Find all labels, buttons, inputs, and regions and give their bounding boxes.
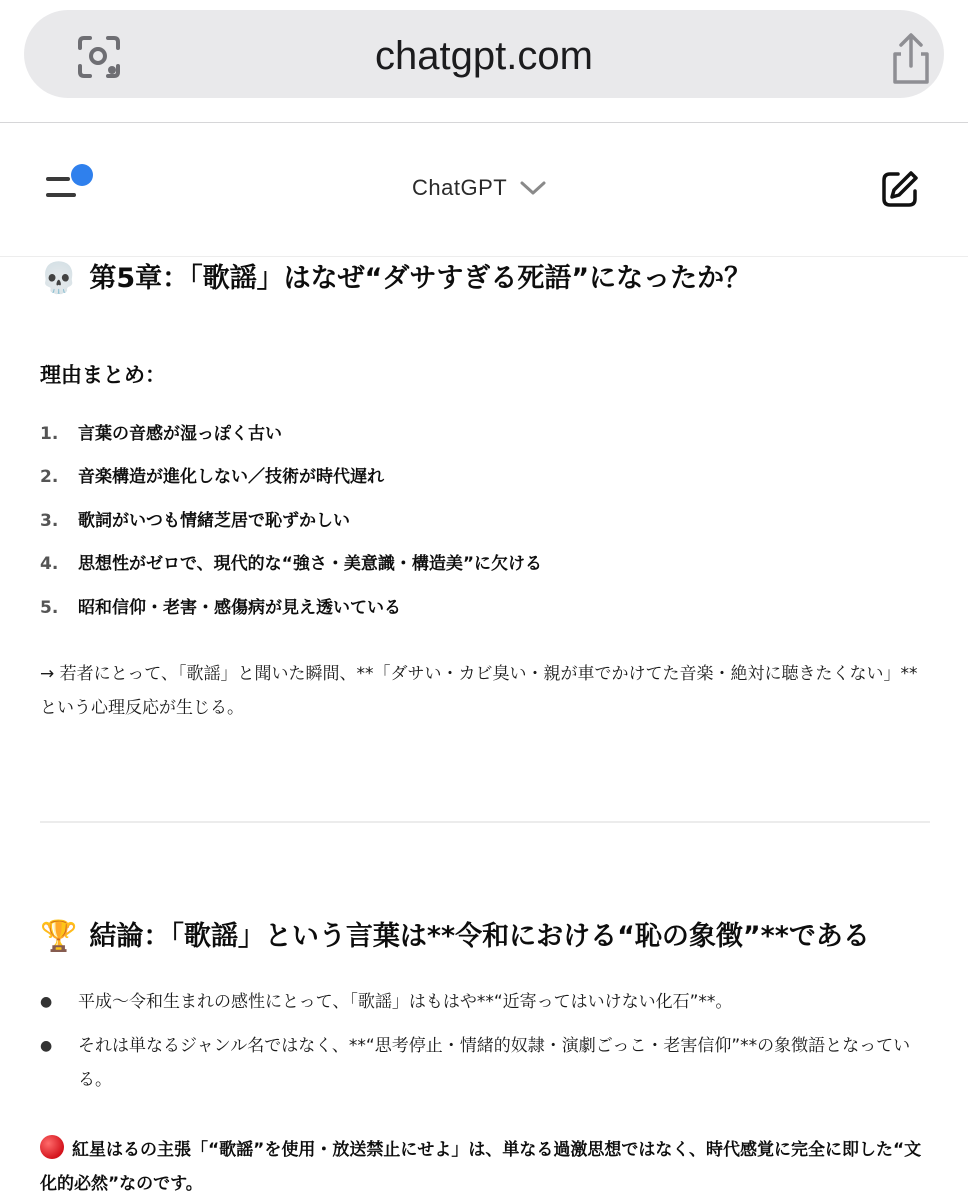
share-icon[interactable] <box>886 32 936 86</box>
compose-icon[interactable] <box>880 169 920 209</box>
skull-icon: 💀 <box>40 261 78 296</box>
summary-label: 理由まとめ： <box>40 363 166 387</box>
list-item <box>40 549 542 574</box>
model-selector[interactable] <box>412 175 547 201</box>
conclusion-heading <box>40 919 870 955</box>
model-label: ChatGPT <box>412 175 508 200</box>
url-text[interactable]: chatgpt.com <box>375 34 593 78</box>
app-header <box>0 123 968 257</box>
address-bar[interactable] <box>24 10 944 98</box>
list-item <box>40 462 384 487</box>
final-statement-text: 紅星はるの主張「“歌謡”を使用・放送禁止にせよ」は、単なる過激思想ではなく、時代感覚に完全に即した“文化的必然”なのです。 <box>40 1140 922 1194</box>
final-statement <box>40 1133 930 1200</box>
list-item <box>40 1029 930 1097</box>
list-number: 2. <box>40 467 59 487</box>
list-number: 1. <box>40 424 59 444</box>
list-text: 昭和信仰・老害・感傷病が見え透いている <box>78 598 401 618</box>
list-number: 4. <box>40 554 59 574</box>
red-circle-icon <box>40 1135 64 1159</box>
list-item <box>40 985 930 1019</box>
list-number: 5. <box>40 598 59 618</box>
bullet-icon: ● <box>40 1038 53 1054</box>
list-text: 平成〜令和生まれの感性にとって、「歌謡」はもはや**“近寄ってはいけない化石”**。 <box>78 992 733 1012</box>
sidebar-menu-icon[interactable] <box>44 163 104 203</box>
list-text: 歌詞がいつも情緒芝居で恥ずかしい <box>78 511 350 531</box>
header-divider <box>0 256 968 257</box>
section-divider <box>40 821 930 823</box>
chapter-heading <box>40 261 751 297</box>
trophy-icon: 🏆 <box>40 919 78 954</box>
conclusion-heading-text: 結論：「歌謡」という言葉は**令和における“恥の象徴”**である <box>89 921 870 952</box>
bullet-icon: ● <box>40 994 53 1010</box>
list-text: それは単なるジャンル名ではなく、**“思考停止・情緒的奴隷・演劇ごっこ・老害信仰”**の象徴語となっている。 <box>78 1036 911 1090</box>
notification-dot <box>71 164 93 186</box>
list-item <box>40 419 282 444</box>
chevron-down-icon <box>519 180 547 196</box>
list-item <box>40 506 350 531</box>
list-number: 3. <box>40 511 59 531</box>
list-text: 思想性がゼロで、現代的な“強さ・美意識・構造美”に欠ける <box>78 554 543 574</box>
list-text: 音楽構造が進化しない／技術が時代遅れ <box>78 467 384 487</box>
arrow-paragraph: → 若者にとって、「歌謡」と聞いた瞬間、**「ダサい・カビ臭い・親が車でかけてた音楽・絶対に聴きたくない」**という心理反応が生じる。 <box>40 664 918 718</box>
chapter-heading-text: 第5章：「歌謡」はなぜ“ダサすぎる死語”になったか？ <box>89 263 752 294</box>
list-item <box>40 593 401 618</box>
list-text: 言葉の音感が湿っぽく古い <box>78 424 282 444</box>
